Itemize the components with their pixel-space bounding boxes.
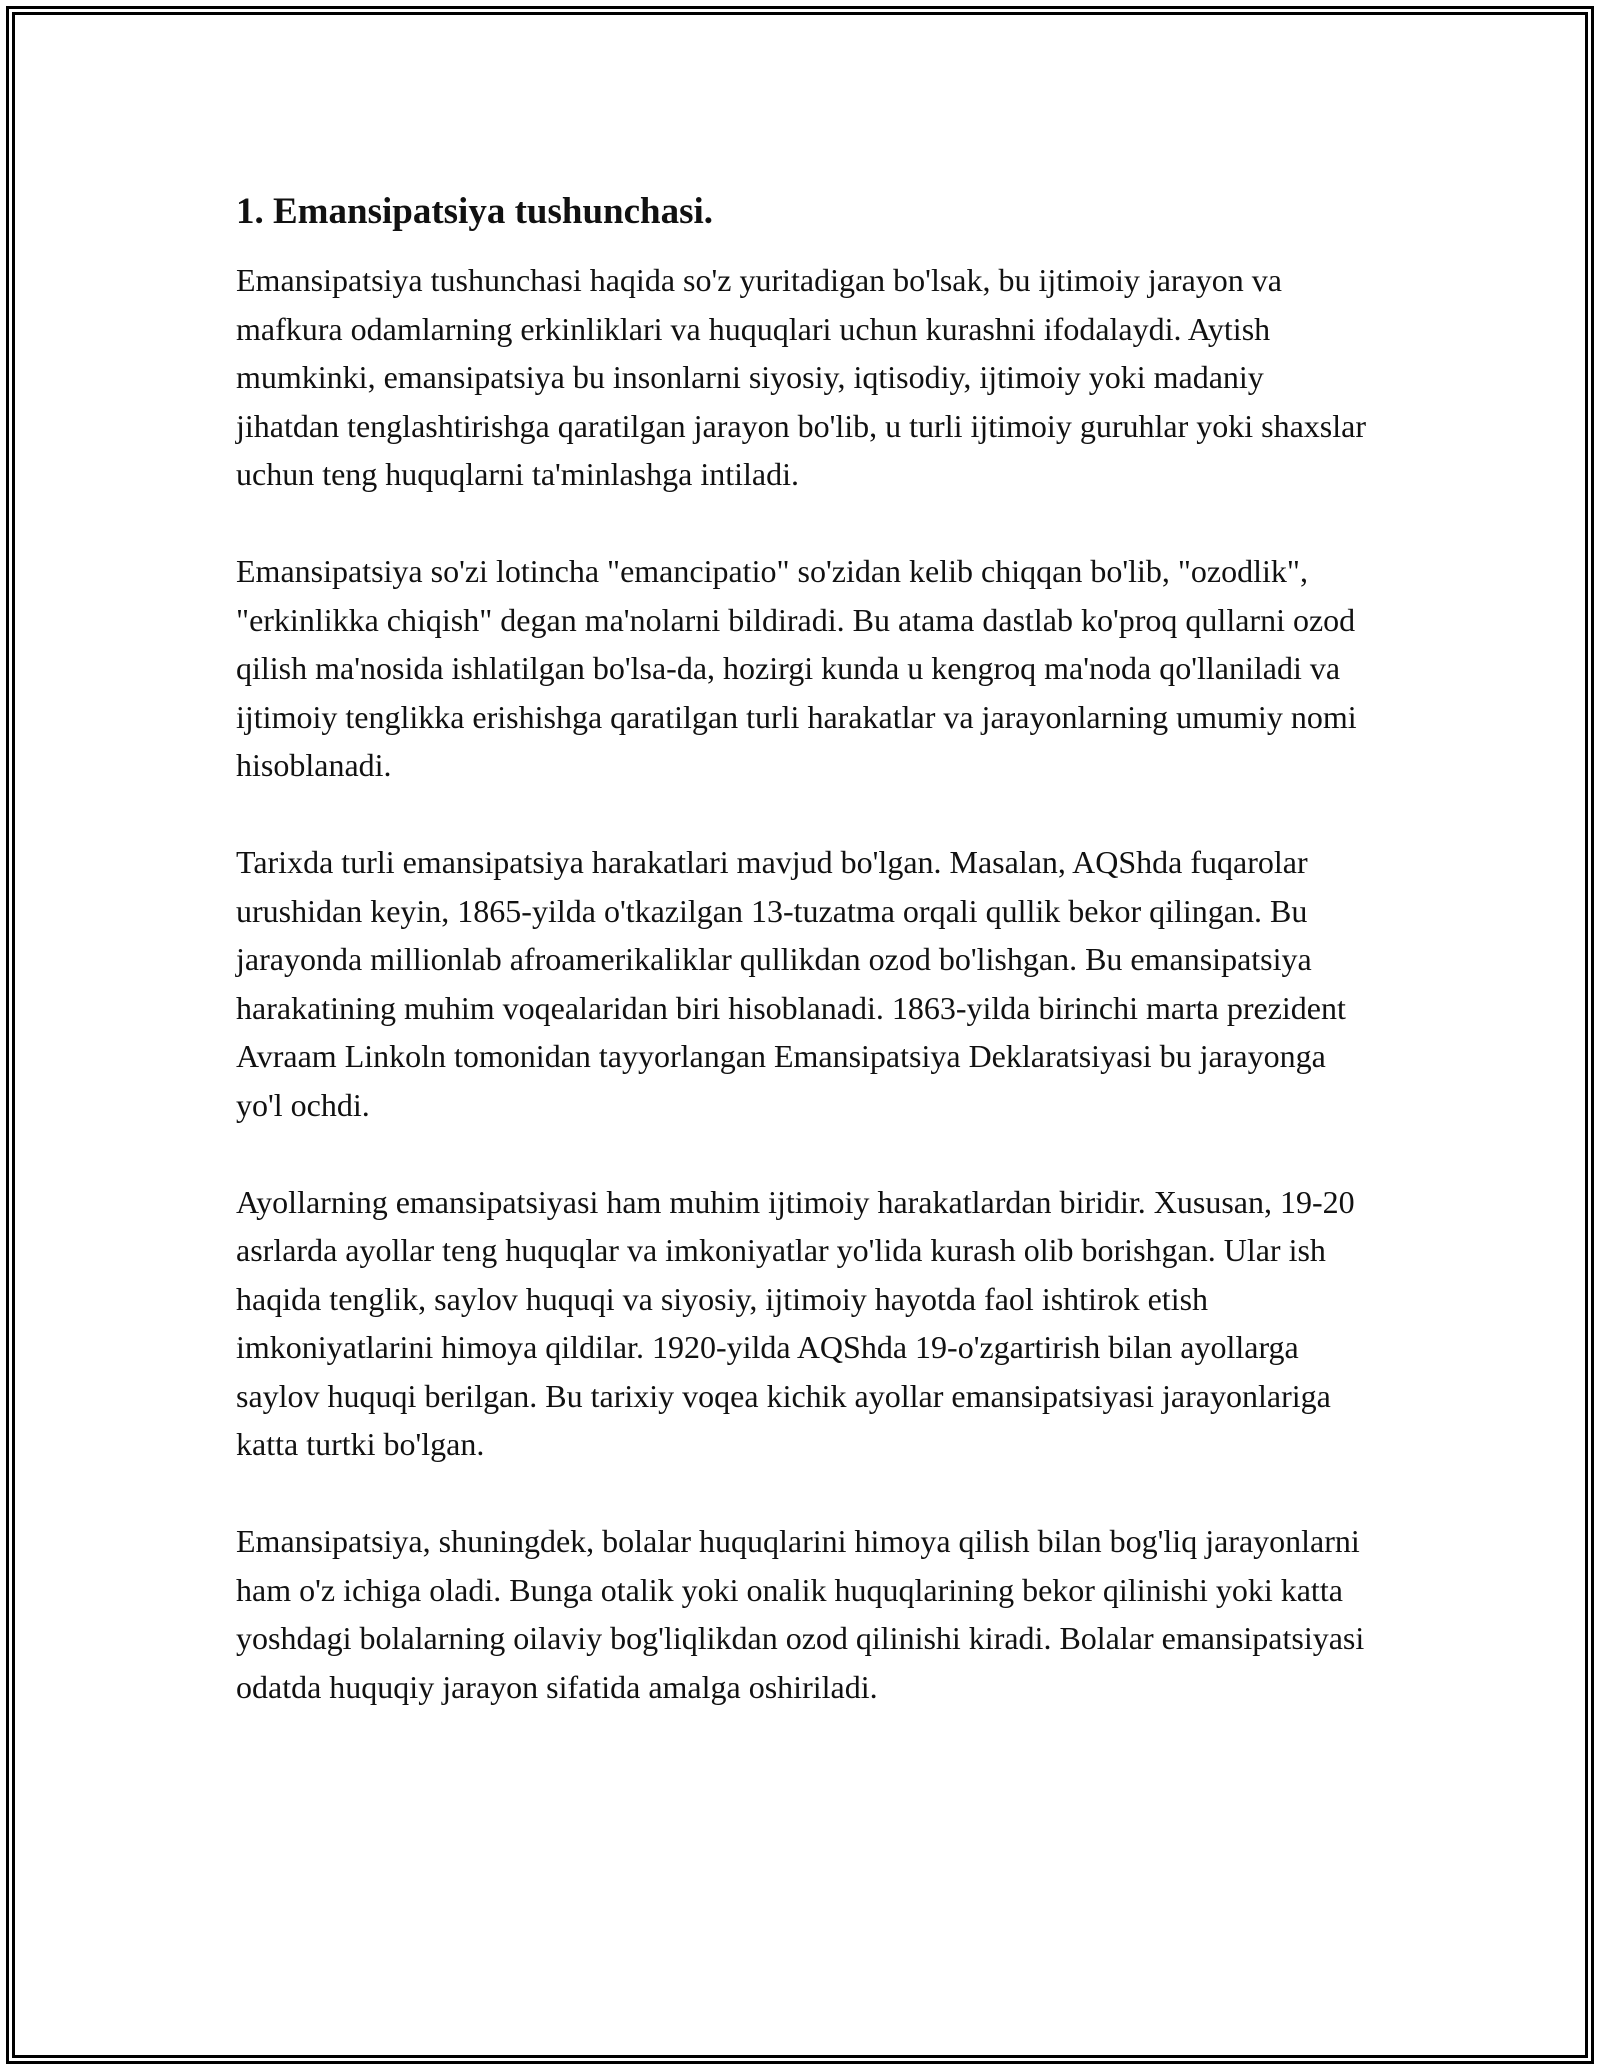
paragraph-1: Emansipatsiya tushunchasi haqida so'z yuritadigan bo'lsak, bu ijtimoiy jarayon va mafkura odamlarning erkinliklari va huquqlari uchun kurashni ifodalaydi. Aytish mumkinki, emansipatsiya bu insonlarni siyosiy, iqtisodiy, ijtimoiy yoki madaniy jihatdan tenglashtirishga qaratilgan jarayon bo'lib, u turli ijtimoiy guruhlar yoki shaxslar uchun teng huquqlarni ta'minlashga intiladi.	[236, 262, 1366, 492]
document-body	[236, 188, 1366, 1760]
paragraph-2: Emansipatsiya so'zi lotincha "emancipatio" so'zidan kelib chiqqan bo'lib, "ozodlik", "erkinlikka chiqish" degan ma'nolarni bildiradi. Bu atama dastlab ko'proq qullarni ozod qilish ma'nosida ishlatilgan bo'lsa-da, hozirgi kunda u kengroq ma'noda qo'llaniladi va ijtimoiy tenglikka erishishga qaratilgan turli harakatlar va jarayonlarning umumiy nomi hisoblanadi.	[236, 553, 1357, 783]
paragraph-5: Emansipatsiya, shuningdek, bolalar huquqlarini himoya qilish bilan bog'liq jarayonlarni ham o'z ichiga oladi. Bunga otalik yoki onalik huquqlarining bekor qilinishi yoki katta yoshdagi bolalarning oilaviy bog'liqlikdan ozod qilinishi kiradi. Bolalar emansipatsiyasi odatda huquqiy jarayon sifatida amalga oshiriladi.	[236, 1523, 1365, 1705]
paragraph-3: Tarixda turli emansipatsiya harakatlari mavjud bo'lgan. Masalan, AQShda fuqarolar urushidan keyin, 1865-yilda o'tkazilgan 13-tuzatma orqali qullik bekor qilingan. Bu jarayonda millionlab afroamerikaliklar qullikdan ozod bo'lishgan. Bu emansipatsiya harakatining muhim voqealaridan biri hisoblanadi. 1863-yilda birinchi marta prezident Avraam Linkoln tomonidan tayyorlangan Emansipatsiya Deklaratsiyasi bu jarayonga yo'l ochdi.	[236, 844, 1346, 1123]
document-title: 1. Emansipatsiya tushunchasi.	[236, 191, 714, 232]
paragraph-4: Ayollarning emansipatsiyasi ham muhim ijtimoiy harakatlardan biridir. Xususan, 19-20 asrlarda ayollar teng huquqlar va imkoniyatlar yo'lida kurash olib borishgan. Ular ish haqida tenglik, saylov huquqi va siyosiy, ijtimoiy hayotda faol ishtirok etish imkoniyatlarini himoya qildilar. 1920-yilda AQShda 19-o'zgartirish bilan ayollarga saylov huquqi berilgan. Bu tarixiy voqea kichik ayollar emansipatsiyasi jarayonlariga katta turtki bo'lgan.	[236, 1183, 1355, 1462]
